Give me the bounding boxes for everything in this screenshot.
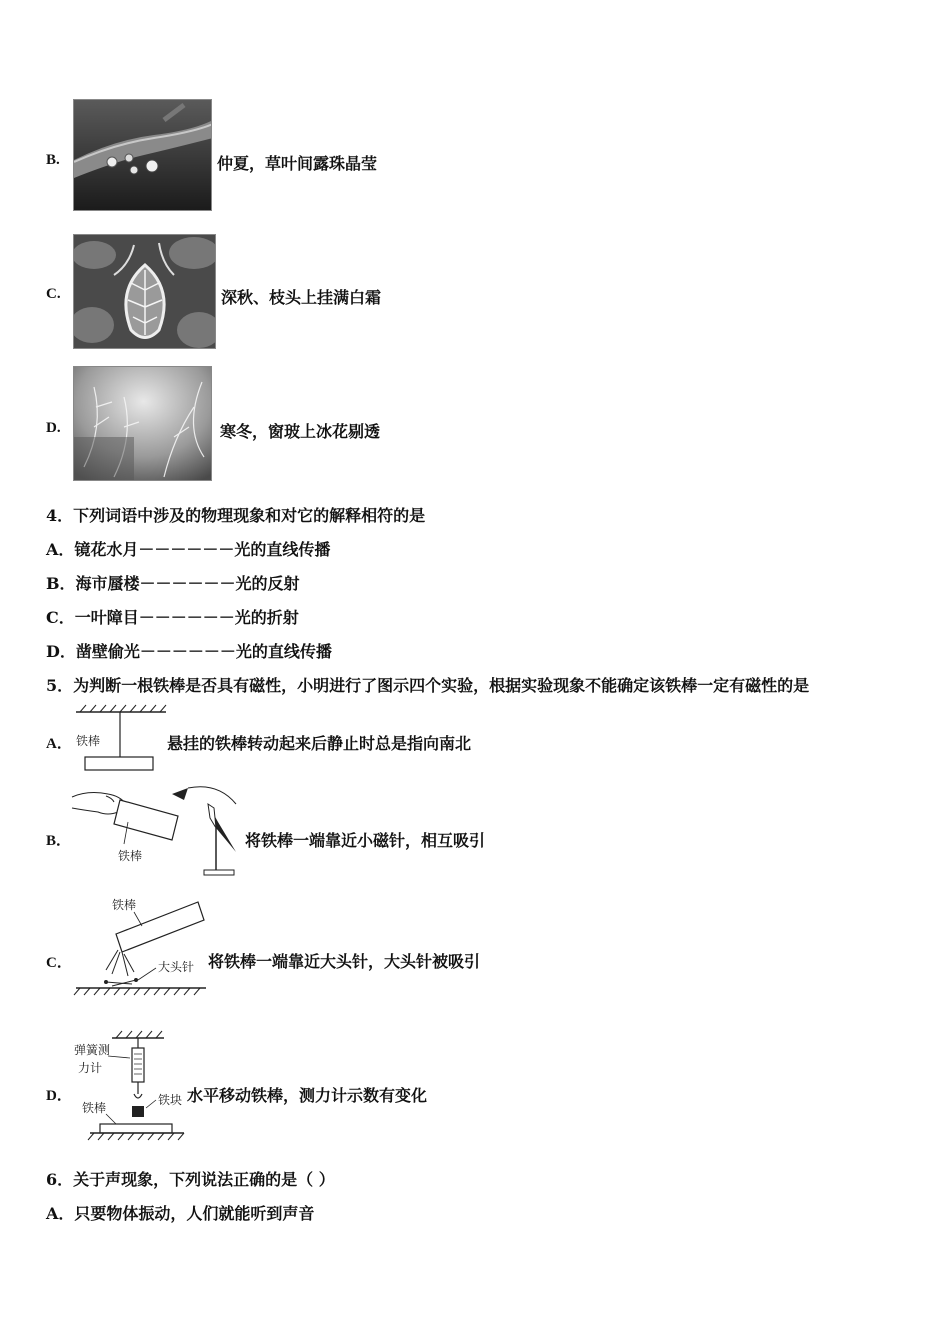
q5-b-fig-label: 铁棒 bbox=[118, 849, 143, 863]
q5-option-b-label: B． bbox=[46, 833, 72, 849]
q4-option-d-label: D． bbox=[46, 642, 76, 661]
q3-option-b-label: B. bbox=[46, 152, 60, 168]
q4-option-d bbox=[46, 639, 332, 662]
q4-option-b-text: 海市蜃楼－－－－－－光的反射 bbox=[75, 574, 300, 593]
q5-option-d-label: D． bbox=[46, 1088, 72, 1104]
q3-option-d-label: D. bbox=[46, 420, 61, 436]
hanging-rod-figure bbox=[72, 700, 168, 774]
q5-option-c-text: 将铁棒一端靠近大头针，大头针被吸引 bbox=[208, 952, 481, 971]
q5-d-fig-label-scale-2: 力计 bbox=[78, 1061, 103, 1075]
q6-option-a bbox=[46, 1201, 314, 1224]
ice-flower-window-photo bbox=[73, 366, 212, 481]
q4-option-a bbox=[46, 537, 330, 560]
q3-option-c-text: 深秋、枝头上挂满白霜 bbox=[221, 288, 382, 307]
frost-leaves-photo bbox=[73, 234, 216, 349]
q4-option-a-text: 镜花水月－－－－－－光的直线传播 bbox=[74, 540, 331, 559]
q5-question: 5．为判断一根铁棒是否具有磁性，小明进行了图示四个实验，根据实验现象不能确定该铁棒一定有磁性的是 bbox=[46, 676, 810, 695]
q4-option-b-label: B． bbox=[46, 574, 76, 593]
q5-option-a-text: 悬挂的铁棒转动起来后静止时总是指向南北 bbox=[167, 734, 472, 753]
q5-option-b-text: 将铁棒一端靠近小磁针，相互吸引 bbox=[245, 831, 486, 850]
q4-question: 4．下列词语中涉及的物理现象和对它的解释相符的是 bbox=[46, 506, 426, 525]
q5-option-a-label: A． bbox=[46, 736, 72, 752]
q5-a-fig-label: 铁棒 bbox=[76, 734, 101, 748]
q5-d-fig-label-block: 铁块 bbox=[158, 1093, 183, 1107]
q5-option-d-text: 水平移动铁棒，测力计示数有变化 bbox=[187, 1086, 428, 1105]
rod-and-pins-figure bbox=[72, 894, 208, 1000]
rod-and-compass-figure bbox=[68, 782, 244, 882]
q5-d-fig-label-scale-1: 弹簧测 bbox=[74, 1043, 111, 1057]
q4-option-c bbox=[46, 605, 299, 628]
q4-option-c-label: C． bbox=[46, 608, 75, 627]
q6-question: 6．关于声现象，下列说法正确的是（ ） bbox=[46, 1170, 335, 1189]
q3-option-c-label: C. bbox=[46, 286, 61, 302]
q4-option-a-label: A． bbox=[46, 540, 75, 559]
q3-option-d-text: 寒冬，窗玻上冰花剔透 bbox=[220, 422, 381, 441]
spring-scale-figure bbox=[72, 1028, 188, 1144]
q4-option-d-text: 凿壁偷光－－－－－－光的直线传播 bbox=[75, 642, 332, 661]
q5-d-fig-label-rod: 铁棒 bbox=[82, 1101, 107, 1115]
q5-c-fig-label-rod: 铁棒 bbox=[112, 898, 137, 912]
q5-option-c-label: C． bbox=[46, 955, 72, 971]
q4-option-c-text: 一叶障目－－－－－－光的折射 bbox=[74, 608, 299, 627]
q6-option-a-text: 只要物体振动，人们就能听到声音 bbox=[74, 1204, 315, 1223]
q3-option-b-text: 仲夏，草叶间露珠晶莹 bbox=[217, 154, 378, 173]
q5-c-fig-label-pin: 大头针 bbox=[158, 960, 195, 974]
dew-on-grass-photo bbox=[73, 99, 212, 211]
q4-option-b bbox=[46, 571, 300, 594]
q6-option-a-label: A． bbox=[46, 1204, 75, 1223]
